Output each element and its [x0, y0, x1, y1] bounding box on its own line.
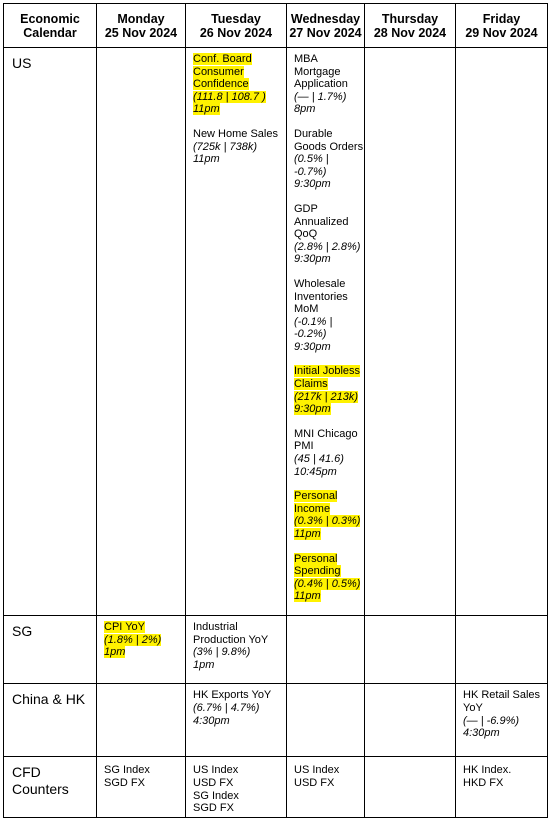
- region-label: SG: [4, 615, 97, 683]
- header-tuesday: [186, 4, 287, 48]
- day-cell: [97, 684, 186, 757]
- event-name: Personal Spending: [294, 552, 341, 578]
- event-name: HK Retail Sales YoY: [463, 689, 541, 714]
- header-thursday: [365, 4, 456, 48]
- cfd-counter: SG Index: [193, 789, 239, 802]
- event-time: 1pm: [193, 658, 215, 671]
- event-values: (6.7% | 4.7%): [193, 701, 260, 714]
- event-values: (725k | 738k): [193, 140, 258, 153]
- day-date: 25 Nov 2024: [104, 25, 178, 40]
- cfd-counter: SGD FX: [193, 802, 234, 815]
- economic-event: [104, 621, 185, 659]
- economic-event: [294, 428, 364, 478]
- event-values: (0.5% | -0.7%): [294, 153, 329, 178]
- cfd-counter: US Index: [193, 764, 239, 777]
- day-cell: [365, 615, 456, 683]
- day-cell: [365, 48, 456, 616]
- economic-event: [193, 128, 286, 166]
- calendar-row-cfd-counters: [4, 757, 548, 818]
- event-values: (3% | 9.8%): [193, 646, 251, 659]
- day-name: Tuesday: [211, 11, 261, 26]
- event-time: 9:30pm: [294, 178, 331, 191]
- economic-event: [294, 553, 364, 603]
- event-name: GDP Annualized QoQ: [294, 202, 349, 241]
- day-cell: [186, 48, 287, 616]
- cfd-cell: [456, 757, 548, 818]
- region-label: [4, 757, 97, 818]
- day-date: 29 Nov 2024: [465, 25, 538, 40]
- event-values: (-0.1% | -0.2%): [294, 315, 333, 341]
- day-cell: [287, 684, 365, 757]
- economic-event: [294, 128, 364, 191]
- header-wednesday: [287, 4, 365, 48]
- calendar-row-china-hk: [4, 684, 548, 757]
- event-values: (0.4% | 0.5%): [294, 577, 361, 590]
- event-time: 11pm: [294, 528, 321, 540]
- cfd-counter: HKD FX: [463, 776, 504, 789]
- calendar-body: [4, 48, 548, 818]
- cfd-counter: HK Index.: [463, 764, 512, 777]
- event-time: 4:30pm: [193, 714, 230, 727]
- cfd-counter: USD FX: [193, 776, 234, 789]
- event-name: New Home Sales: [193, 127, 278, 140]
- event-time: 1pm: [104, 646, 126, 659]
- corner-line-2: Calendar: [23, 25, 77, 40]
- region-label-line: CFD: [12, 764, 41, 781]
- calendar-row-us: [4, 48, 548, 616]
- day-name: Monday: [117, 11, 165, 26]
- day-date: 27 Nov 2024: [289, 25, 362, 40]
- event-values: (45 | 41.6): [294, 453, 344, 466]
- event-name: MNI Chicago PMI: [294, 427, 358, 453]
- economic-event: [193, 621, 286, 671]
- event-name: Conf. Board Consumer Confidence: [193, 53, 252, 91]
- event-time: 8pm: [294, 103, 316, 116]
- day-cell: [287, 615, 365, 683]
- header-monday: [97, 4, 186, 48]
- event-values: (— | 1.7%): [294, 90, 347, 103]
- event-time: 9:30pm: [294, 403, 331, 416]
- day-cell: [186, 684, 287, 757]
- day-cell: [97, 48, 186, 616]
- event-name: Personal Income: [294, 490, 338, 515]
- event-name: CPI YoY: [104, 620, 145, 633]
- event-time: 11pm: [294, 590, 321, 603]
- event-values: (0.3% | 0.3%): [294, 515, 361, 528]
- event-name: Initial Jobless Claims: [294, 365, 361, 391]
- cfd-cell: [186, 757, 287, 818]
- day-name: Thursday: [381, 11, 439, 26]
- region-label: China & HK: [4, 684, 97, 757]
- event-name: Durable Goods Orders: [294, 127, 364, 153]
- event-name: Wholesale Inventories MoM: [294, 277, 348, 316]
- header-friday: [456, 4, 548, 48]
- cfd-counter: US Index: [294, 764, 340, 777]
- day-cell: [287, 48, 365, 616]
- cfd-cell: [287, 757, 365, 818]
- day-date: 26 Nov 2024: [199, 25, 273, 40]
- event-time: 9:30pm: [294, 253, 331, 266]
- economic-event: [294, 203, 364, 266]
- header-corner: [4, 4, 97, 48]
- economic-event: [463, 689, 547, 739]
- economic-event: [193, 53, 286, 116]
- corner-line-1: Economic: [20, 11, 80, 26]
- event-time: 9:30pm: [294, 340, 331, 353]
- day-name: Friday: [482, 11, 521, 26]
- event-time: 11pm: [193, 153, 220, 166]
- region-label-line: Counters: [12, 781, 69, 798]
- economic-event: [193, 689, 286, 727]
- cfd-cell: [97, 757, 186, 818]
- economic-event: [294, 278, 364, 354]
- economic-event: [294, 53, 364, 116]
- event-time: 11pm: [193, 103, 220, 116]
- event-values: (— | -6.9%): [463, 714, 520, 727]
- cfd-cell: [365, 757, 456, 818]
- cfd-counter: SGD FX: [104, 776, 145, 789]
- event-time: 10:45pm: [294, 465, 337, 478]
- calendar-row-sg: [4, 615, 548, 683]
- day-cell: [365, 684, 456, 757]
- cfd-counter: SG Index: [104, 764, 150, 777]
- event-name: HK Exports YoY: [193, 689, 272, 702]
- event-name: MBA Mortgage Application: [294, 53, 348, 91]
- economic-event: [294, 490, 364, 540]
- economic-calendar-table: [3, 3, 548, 818]
- economic-event: [294, 365, 364, 415]
- event-values: (2.8% | 2.8%): [294, 240, 361, 253]
- event-time: 4:30pm: [463, 727, 500, 740]
- cfd-counter: USD FX: [294, 776, 335, 789]
- event-name: Industrial Production YoY: [193, 620, 269, 646]
- event-values: (111.8 | 108.7 ): [193, 90, 266, 103]
- day-name: Wednesday: [290, 11, 361, 26]
- header-row: [4, 4, 548, 48]
- event-values: (217k | 213k): [294, 390, 359, 403]
- day-cell: [186, 615, 287, 683]
- day-date: 28 Nov 2024: [373, 25, 447, 40]
- day-cell: [456, 684, 548, 757]
- day-cell: [456, 48, 548, 616]
- day-cell: [456, 615, 548, 683]
- event-values: (1.8% | 2%): [104, 633, 162, 646]
- day-cell: [97, 615, 186, 683]
- region-label: US: [4, 48, 97, 616]
